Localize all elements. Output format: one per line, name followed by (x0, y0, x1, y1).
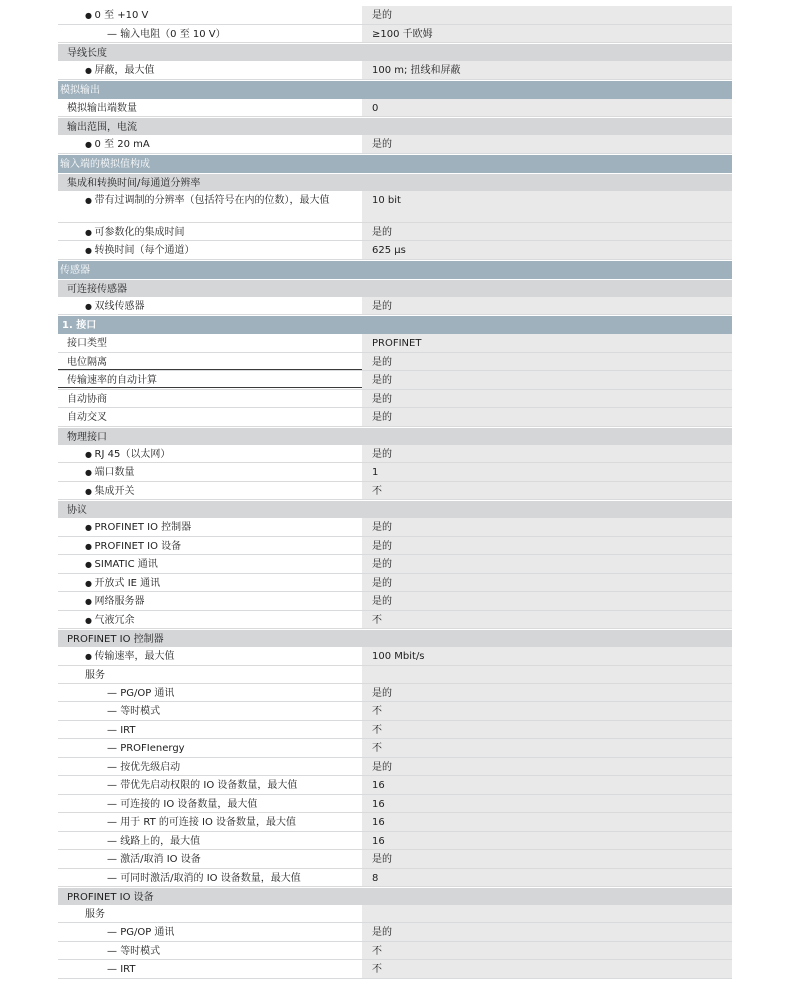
spec-row (58, 61, 732, 80)
spec-row (58, 776, 732, 795)
spec-value: 是的 (362, 223, 732, 241)
spec-label: ● 传输速率，最大值 (58, 647, 362, 663)
spec-value: 是的 (362, 297, 732, 315)
spec-row (58, 574, 732, 593)
spec-row (58, 191, 732, 223)
spec-row (58, 832, 732, 851)
spec-label: ● 气液冗余 (58, 611, 362, 627)
spec-value: 不 (362, 739, 732, 757)
spec-row (58, 795, 732, 814)
spec-label: — 可同时激活/取消的 IO 设备数量，最大值 (58, 869, 362, 885)
spec-label: 自动交叉 (67, 412, 107, 423)
spec-value: ≥100 千欧姆 (362, 25, 732, 43)
spec-label: — 可连接的 IO 设备数量，最大值 (58, 795, 362, 811)
subsection-header (58, 43, 732, 61)
group-label (58, 666, 732, 684)
spec-row (58, 297, 732, 316)
spec-value: 是的 (362, 758, 732, 776)
spec-label: — 输入电阻（0 至 10 V） (58, 25, 362, 41)
spec-label: ● SIMATIC 通讯 (58, 555, 362, 571)
spec-value-empty (362, 666, 732, 683)
spec-row (58, 850, 732, 869)
spec-label: 输出范围，电流 (67, 122, 137, 133)
spec-row (58, 482, 732, 501)
spec-row (58, 702, 732, 721)
spec-row (58, 537, 732, 556)
spec-row (58, 241, 732, 260)
spec-label: 传感器 (60, 264, 90, 276)
spec-row (58, 592, 732, 611)
spec-row (58, 25, 732, 44)
spec-row (58, 684, 732, 703)
spec-label: ● 0 至 20 mA (58, 135, 362, 151)
spec-label: ● RJ 45（以太网） (58, 445, 362, 461)
spec-value: 10 bit (362, 191, 732, 222)
spec-value: 不 (362, 702, 732, 720)
spec-value: 是的 (362, 390, 732, 408)
spec-value: 625 μs (362, 241, 732, 259)
spec-value: 是的 (362, 135, 732, 153)
spec-label: — IRT (58, 960, 362, 976)
spec-label: 自动协商 (67, 393, 107, 405)
spec-value: 是的 (362, 574, 732, 592)
spec-row (58, 611, 732, 630)
spec-label: ● 双线传感器 (58, 297, 362, 313)
spec-label: 导线长度 (67, 48, 107, 59)
spec-label: ● PROFINET IO 设备 (58, 537, 362, 553)
section-header (58, 315, 732, 334)
spec-row (58, 371, 732, 390)
subsection-header (58, 279, 732, 297)
spec-label: — IRT (58, 721, 362, 737)
spec-label: ● 集成开关 (58, 482, 362, 498)
spec-row (58, 135, 732, 154)
spec-label: 传输速率的自动计算 (58, 371, 362, 388)
spec-label: — 按优先级启动 (58, 758, 362, 774)
spec-value: 是的 (362, 6, 732, 24)
spec-value: 不 (362, 942, 732, 960)
spec-value: 是的 (362, 555, 732, 573)
spec-label: ● PROFINET IO 控制器 (58, 518, 362, 534)
spec-label: 服务 (85, 909, 105, 920)
spec-label: 物理接口 (67, 431, 107, 443)
spec-label: — 等时模式 (58, 942, 362, 958)
spec-label: PROFINET IO 控制器 (67, 634, 164, 645)
spec-label: ● 0 至 +10 V (58, 6, 362, 22)
spec-value: 不 (362, 721, 732, 739)
subsection-header (58, 629, 732, 647)
spec-label: 服务 (85, 669, 105, 681)
section-header (58, 260, 732, 279)
spec-value: 是的 (362, 518, 732, 536)
spec-label: 输入端的模拟值构成 (60, 158, 150, 170)
spec-row (58, 6, 732, 25)
section-header (58, 80, 732, 99)
spec-label: 电位隔离 (58, 353, 362, 370)
spec-value-empty (362, 905, 732, 922)
spec-label: 集成和转换时间/每通道分辨率 (67, 177, 201, 189)
spec-row (58, 647, 732, 666)
subsection-header (58, 500, 732, 518)
spec-label: — PG/OP 通讯 (58, 923, 362, 939)
spec-label: ● 网络服务器 (58, 592, 362, 608)
spec-label: 模拟输出端数量 (67, 102, 137, 114)
spec-row (58, 960, 732, 979)
spec-row (58, 445, 732, 464)
spec-row (58, 463, 732, 482)
spec-value: 是的 (362, 445, 732, 463)
spec-table (58, 6, 732, 979)
spec-label: — 激活/取消 IO 设备 (58, 850, 362, 866)
spec-label: — 线路上的，最大值 (58, 832, 362, 848)
spec-row (58, 869, 732, 888)
subsection-header (58, 117, 732, 135)
spec-row (58, 721, 732, 740)
spec-label: ● 端口数量 (58, 463, 362, 479)
group-label (58, 905, 732, 923)
spec-label: 模拟输出 (60, 84, 100, 96)
spec-row (58, 223, 732, 242)
spec-row (58, 408, 732, 427)
section-header (58, 154, 732, 173)
spec-value: 是的 (362, 923, 732, 941)
spec-row (58, 555, 732, 574)
spec-label: — PG/OP 通讯 (58, 684, 362, 700)
spec-value: 不 (362, 960, 732, 978)
spec-value: 1 (362, 463, 732, 481)
spec-row (58, 353, 732, 372)
spec-value: PROFINET (362, 334, 732, 352)
spec-value: 是的 (362, 592, 732, 610)
spec-row (58, 390, 732, 409)
spec-value: 是的 (362, 684, 732, 702)
spec-value: 是的 (362, 371, 732, 389)
spec-value: 100 Mbit/s (362, 647, 732, 665)
spec-value: 16 (362, 776, 732, 794)
spec-value: 不 (362, 611, 732, 629)
spec-row (58, 518, 732, 537)
spec-label: ● 可参数化的集成时间 (58, 223, 362, 239)
spec-row (58, 942, 732, 961)
spec-value: 16 (362, 795, 732, 813)
spec-value: 16 (362, 832, 732, 850)
spec-value: 是的 (362, 408, 732, 426)
spec-label: ● 屏蔽，最大值 (58, 61, 362, 77)
spec-label: — 等时模式 (58, 702, 362, 718)
spec-value: 8 (362, 869, 732, 887)
spec-value: 是的 (362, 353, 732, 371)
subsection-header (58, 887, 732, 905)
spec-row (58, 813, 732, 832)
spec-label: — 用于 RT 的可连接 IO 设备数量，最大值 (58, 813, 362, 829)
spec-label: — 带优先启动权限的 IO 设备数量，最大值 (58, 776, 362, 792)
spec-row (58, 923, 732, 942)
spec-value: 不 (362, 482, 732, 500)
spec-row (58, 334, 732, 353)
spec-label: 1. 接口 (62, 320, 97, 331)
spec-value: 16 (362, 813, 732, 831)
spec-label: 接口类型 (67, 338, 107, 349)
spec-label: — PROFIenergy (58, 739, 362, 755)
spec-value: 是的 (362, 850, 732, 868)
spec-row (58, 758, 732, 777)
spec-value: 是的 (362, 537, 732, 555)
spec-label: 协议 (67, 505, 87, 516)
spec-label: ● 转换时间（每个通道） (58, 241, 362, 257)
spec-row (58, 99, 732, 118)
subsection-header (58, 427, 732, 445)
subsection-header (58, 173, 732, 191)
spec-label: 可连接传感器 (67, 283, 127, 295)
spec-label: PROFINET IO 设备 (67, 892, 154, 903)
spec-value: 100 m; 扭线和屏蔽 (362, 61, 732, 79)
spec-label: ● 开放式 IE 通讯 (58, 574, 362, 590)
spec-label: ● 带有过调制的分辨率（包括符号在内的位数），最大值 (58, 191, 362, 207)
spec-value: 0 (362, 99, 732, 117)
spec-row (58, 739, 732, 758)
